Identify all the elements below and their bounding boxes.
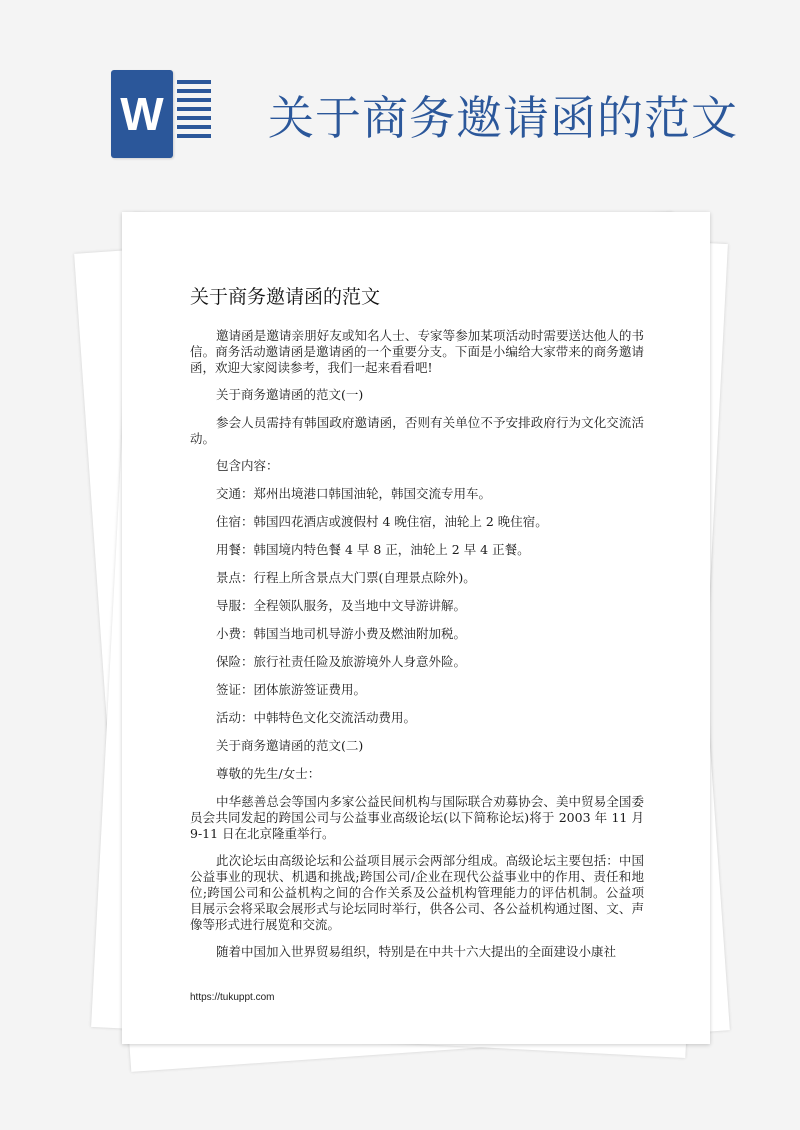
list-item: 活动：中韩特色文化交流活动费用。 [216,710,417,725]
document-title: 关于商务邀请函的范文 [190,286,381,308]
section-heading: 关于商务邀请函的范文(二) [216,738,364,753]
banner-title: 关于商务邀请函的范文 [268,91,738,145]
word-logo [111,70,173,158]
body-paragraph: 随着中国加入世界贸易组织，特别是在中共十六大提出的全面建设小康社 [216,944,617,959]
body-paragraph: 参会人员需持有韩国政府邀请函，否则有关单位不予安排政府行为文化交流活动。 [190,415,644,446]
list-item: 签证：团体旅游签证费用。 [216,682,367,697]
footer-url: https://tukuppt.com [190,992,275,1003]
banner [0,0,800,200]
intro-paragraph: 邀请函是邀请亲朋好友或知名人士、专家等参加某项活动时需要送达他人的书信。商务活动邀请函是邀请函的一个重要分支。下面是小编给大家带来的商务邀请函，欢迎大家阅读参考，我们一起来看看吧! [190,328,644,375]
list-item: 交通：郑州出境港口韩国油轮，韩国交流专用车。 [216,486,492,501]
salutation: 尊敬的先生/女士： [216,766,321,781]
document-page [122,212,710,1044]
list-item: 导服：全程领队服务，及当地中文导游讲解。 [216,598,467,613]
list-heading: 包含内容： [216,458,279,473]
list-item: 小费：韩国当地司机导游小费及燃油附加税。 [216,626,467,641]
document-lines-icon [177,80,211,150]
word-document-icon [111,70,211,158]
section-heading: 关于商务邀请函的范文(一) [216,387,364,402]
list-item: 保险：旅行社责任险及旅游境外人身意外险。 [216,654,467,669]
list-item: 景点：行程上所含景点大门票(自理景点除外)。 [216,570,476,585]
list-item: 住宿：韩国四花酒店或渡假村 4 晚住宿，油轮上 2 晚住宿。 [216,514,548,529]
word-logo-letter: W [120,88,164,140]
body-paragraph: 中华慈善总会等国内多家公益民间机构与国际联合劝募协会、美中贸易全国委员会共同发起的跨国公司与公益事业高级论坛(以下简称论坛)将于 2003 年 11 月 9-11 日在北京隆重举行。 [190,794,644,841]
document-body [190,328,644,971]
list-item: 用餐：韩国境内特色餐 4 早 8 正，油轮上 2 早 4 正餐。 [216,542,530,557]
body-paragraph: 此次论坛由高级论坛和公益项目展示会两部分组成。高级论坛主要包括：中国公益事业的现状、机遇和挑战;跨国公司/企业在现代公益事业中的作用、责任和地位;跨国公司和公益机构之间的合作关系及公益机构管理能力的评估机制。公益项目展示会将采取会展形式与论坛同时举行，供各公司、各公益机构通过图、文、声像等形式进行展览和交流。 [190,853,644,932]
